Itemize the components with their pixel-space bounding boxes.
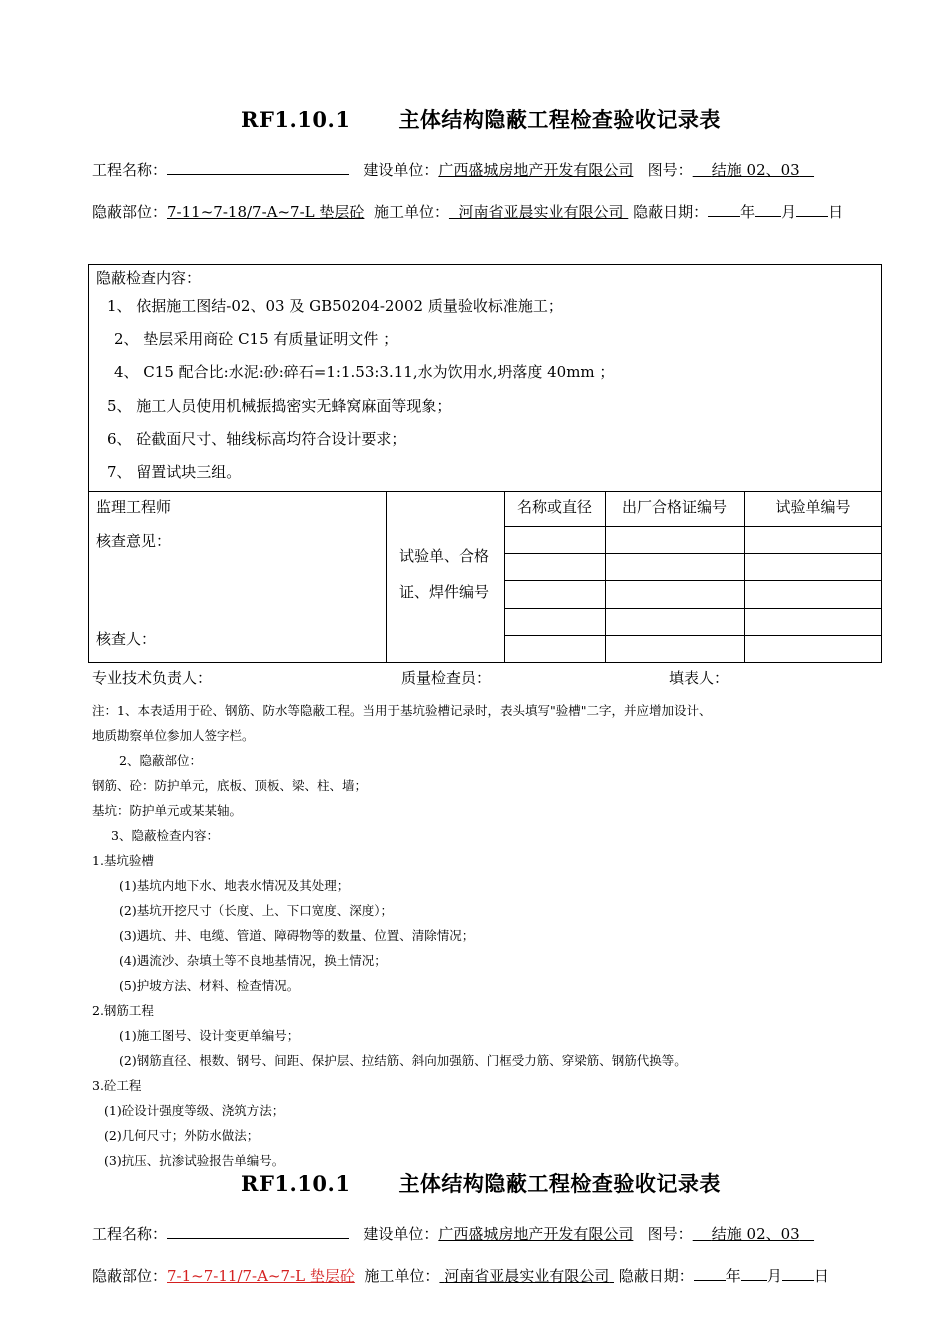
inspection-item-1: 1、 依据施工图结-02、03 及 GB50204-2002 质量验收标准施工； <box>107 297 563 315</box>
cert-label-line1: 试验单、合格 <box>399 547 490 565</box>
contractor-value: 河南省亚晨实业有限公司 <box>458 203 624 221</box>
inspection-item-2: 2、 垫层采用商砼 C15 有质量证明文件 ； <box>114 330 399 348</box>
part-label-2: 隐蔽部位： <box>92 1267 168 1285</box>
row-line-4 <box>504 608 882 609</box>
row-line-2 <box>504 553 882 554</box>
col-header-test: 试验单编号 <box>775 498 851 516</box>
row-line-3 <box>504 580 882 581</box>
date-label: 隐蔽日期： <box>633 203 709 221</box>
col-header-cert: 出厂合格证编号 <box>621 498 727 516</box>
contractor-label: 施工单位： <box>373 203 449 221</box>
note-line: 地质勘察单位参加人签字栏。 <box>92 728 255 743</box>
month-field[interactable] <box>755 201 781 217</box>
project-line-2 <box>92 1223 814 1244</box>
year-field-2[interactable] <box>694 1265 726 1281</box>
project-name-field-2[interactable] <box>167 1223 349 1239</box>
day-label-2: 日 <box>813 1267 829 1285</box>
note-line: 1.基坑验槽 <box>92 853 154 868</box>
note-line: (1)基坑内地下水、地表水情况及其处理； <box>119 878 350 893</box>
contractor-value-2: 河南省亚晨实业有限公司 <box>444 1267 610 1285</box>
drawing-value-2: 结施 02、03 <box>711 1225 800 1243</box>
inspection-item-5: 5、 施工人员使用机械振捣密实无蜂窝麻面等现象； <box>107 397 452 415</box>
drawing-value: 结施 02、03 <box>711 161 800 179</box>
quality-inspector-label: 质量检查员： <box>401 669 492 687</box>
form-code-2: RF1.10.1 <box>241 1171 351 1196</box>
note-line: (5)护坡方法、材料、检查情况。 <box>119 978 300 993</box>
note-line: (1)砼设计强度等级、浇筑方法； <box>104 1103 285 1118</box>
date-label-2: 隐蔽日期： <box>618 1267 694 1285</box>
row-line-1 <box>504 526 882 527</box>
month-label-2: 月 <box>766 1267 782 1285</box>
checker-label: 核查人： <box>96 630 157 648</box>
builder-value-2: 广西盛城房地产开发有限公司 <box>438 1225 634 1243</box>
part-line <box>92 201 843 222</box>
month-label: 月 <box>781 203 797 221</box>
inspection-heading: 隐蔽检查内容： <box>96 269 202 287</box>
note-line: 钢筋、砼：防护单元，底板、顶板、梁、柱、墙； <box>92 778 368 793</box>
project-name-field[interactable] <box>167 159 349 175</box>
cert-label-line2: 证、焊件编号 <box>399 583 490 601</box>
part-value: 7-11~7-18/7-A~7-L 垫层砼 <box>167 203 365 221</box>
project-label-2: 工程名称： <box>92 1225 168 1243</box>
col-header-name: 名称或直径 <box>516 498 592 516</box>
form-code: RF1.10.1 <box>241 107 351 132</box>
row-line-5 <box>504 635 882 636</box>
day-field-2[interactable] <box>782 1265 814 1281</box>
note-line: (2)基坑开挖尺寸（长度、上、下口宽度、深度）； <box>119 903 393 918</box>
note-line: 3、隐蔽检查内容： <box>111 828 219 843</box>
table-divider <box>88 491 882 492</box>
note-line: (4)遇流沙、杂填土等不良地基情况，换土情况； <box>119 953 387 968</box>
note-line: (2)几何尺寸；外防水做法； <box>104 1128 260 1143</box>
form-title-text-2: 主体结构隐蔽工程检查验收记录表 <box>398 1171 721 1196</box>
drawing-label-2: 图号： <box>647 1225 693 1243</box>
note-line: 基坑：防护单元或某某轴。 <box>92 803 243 818</box>
note-line: (1)施工图号、设计变更单编号； <box>119 1028 300 1043</box>
note-line: 2.钢筋工程 <box>92 1003 154 1018</box>
note-line: (3)遇坑、井、电缆、管道、障碍物等的数量、位置、清除情况； <box>119 928 475 943</box>
project-line <box>92 159 814 180</box>
form-title <box>241 104 721 134</box>
inspection-item-7: 7、 留置试块三组。 <box>107 463 242 481</box>
note-line: 2、隐蔽部位： <box>119 753 202 768</box>
day-label: 日 <box>828 203 844 221</box>
note-line: (3)抗压、抗渗试验报告单编号。 <box>104 1153 285 1168</box>
part-label: 隐蔽部位： <box>92 203 168 221</box>
note-line: (2)钢筋直径、根数、钢号、间距、保护层、拉结筋、斜向加强筋、门框受力筋、穿梁筋、钢筋代换等。 <box>119 1053 687 1068</box>
inspection-item-4: 4、 C15 配合比:水泥:砂:碎石=1:1.53:3.11,水为饮用水,坍落度 40mm ； <box>114 363 615 381</box>
builder-value: 广西盛城房地产开发有限公司 <box>438 161 634 179</box>
tech-lead-label: 专业技术负责人： <box>92 669 213 687</box>
form-title-2 <box>241 1168 721 1198</box>
month-field-2[interactable] <box>741 1265 767 1281</box>
col-divider-1 <box>386 491 387 663</box>
drawing-label: 图号： <box>647 161 693 179</box>
filler-label: 填表人： <box>669 669 730 687</box>
opinion-label: 核查意见： <box>96 532 172 550</box>
note-line: 3.砼工程 <box>92 1078 142 1093</box>
year-label-2: 年 <box>725 1267 741 1285</box>
builder-label-2: 建设单位： <box>363 1225 439 1243</box>
year-label: 年 <box>740 203 756 221</box>
note-line: 注：1、本表适用于砼、钢筋、防水等隐蔽工程。当用于基坑验槽记录时，表头填写"验槽"二字，并应增加设计、 <box>92 703 712 718</box>
inspection-item-6: 6、 砼截面尺寸、轴线标高均符合设计要求； <box>107 430 407 448</box>
contractor-label-2: 施工单位： <box>364 1267 440 1285</box>
part-value-2: 7-1~7-11/7-A~7-L 垫层砼 <box>167 1267 355 1285</box>
supervisor-label: 监理工程师 <box>96 498 172 516</box>
day-field[interactable] <box>796 201 828 217</box>
form-title-text: 主体结构隐蔽工程检查验收记录表 <box>398 107 721 132</box>
year-field[interactable] <box>708 201 740 217</box>
builder-label: 建设单位： <box>363 161 439 179</box>
part-line-2 <box>92 1265 829 1286</box>
project-label: 工程名称： <box>92 161 168 179</box>
